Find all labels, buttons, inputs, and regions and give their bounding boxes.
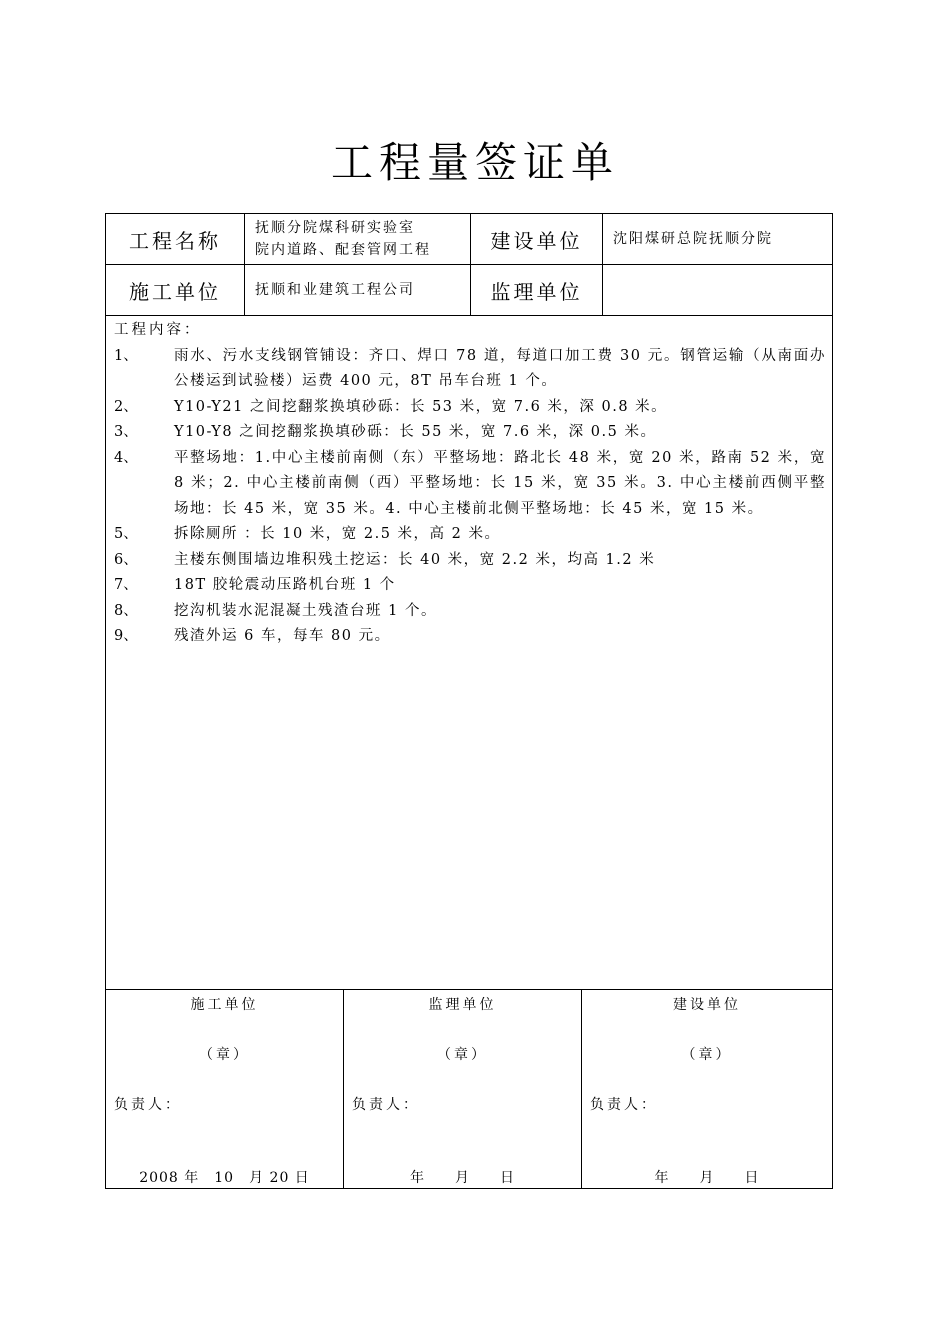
content-item (114, 548, 826, 574)
content-item (114, 573, 826, 599)
sig-contractor-date: 2008 年 10 月 20 日 (139, 1170, 310, 1186)
content-item (114, 420, 826, 446)
content-item-number: 7、 (114, 577, 138, 593)
visa-form (105, 213, 833, 1189)
content-item-text: Y10-Y8 之间挖翻浆换填砂砾：长 55 米，宽 7.6 米，深 0.5 米。 (174, 424, 657, 440)
content-item-number: 8、 (114, 602, 138, 619)
content-item-text: 平整场地：1.中心主楼前南侧（东）平整场地：路北长 48 米，宽 20 米，路南 52 米，宽 8 米；2. 中心主楼前南侧（西）平整场地：长 15 米，宽 35 米。3. 中心主楼前西侧平整场地：长 45 米，宽 35 米。4. 中心主楼前北侧平整场地：长 45 米，宽 15 米。 (174, 449, 826, 517)
content-item (114, 522, 826, 548)
project-name-value (245, 214, 470, 264)
content-title: 工程内容： (114, 322, 202, 338)
content-item (114, 599, 826, 625)
sig-client-title: 建设单位 (673, 997, 741, 1013)
sig-supervisor-person: 负责人： (352, 1097, 420, 1113)
content-item-number: 2、 (114, 398, 138, 415)
content-item (114, 395, 826, 421)
content-item (114, 446, 826, 523)
content-item-number: 4、 (114, 449, 138, 466)
page-title: 工程量签证单 (330, 138, 619, 188)
client-label: 建设单位 (490, 228, 583, 253)
sig-client-seal: （章） (681, 1047, 733, 1063)
sig-contractor-seal: （章） (199, 1047, 250, 1063)
client-value: 沈阳煤研总院抚顺分院 (613, 231, 773, 247)
grid-line (106, 315, 832, 316)
content-item-text: 挖沟机装水泥混凝土残渣台班 1 个。 (174, 602, 437, 619)
work-content (114, 318, 826, 650)
contractor-label: 施工单位 (129, 279, 221, 304)
content-item-text: Y10-Y21 之间挖翻浆换填砂砾：长 53 米，宽 7.6 米，深 0.8 米。 (174, 398, 668, 415)
grid-line (581, 989, 582, 1188)
sig-client-date: 年 月 日 (654, 1170, 760, 1186)
sig-client-person: 负责人： (590, 1097, 658, 1113)
content-item-text: 18T 胶轮震动压路机台班 1 个 (174, 577, 396, 593)
project-name-line2: 院内道路、配套管网工程 (255, 242, 431, 258)
content-item-number: 9、 (114, 628, 138, 644)
sig-supervisor-date: 年 月 日 (410, 1170, 515, 1186)
sig-supervisor-title: 监理单位 (428, 997, 497, 1013)
project-name-line1: 抚顺分院煤科研实验室 (255, 220, 415, 236)
sig-contractor-title: 施工单位 (190, 997, 259, 1013)
content-item-number: 3、 (114, 424, 138, 440)
content-item-number: 5、 (114, 526, 138, 542)
project-name-label: 工程名称 (129, 228, 221, 253)
content-item-number: 1、 (114, 347, 138, 364)
content-item-text: 残渣外运 6 车，每车 80 元。 (174, 628, 391, 644)
sig-contractor-person: 负责人： (114, 1097, 182, 1113)
content-items (114, 344, 826, 650)
content-item-text: 拆除厕所 ：长 10 米，宽 2.5 米，高 2 米。 (174, 526, 501, 542)
supervisor-label: 监理单位 (490, 279, 583, 304)
content-item-number: 6、 (114, 551, 138, 568)
content-item-text: 雨水、污水支线钢管铺设：齐口、焊口 78 道，每道口加工费 30 元。钢管运输（从南面办公楼运到试验楼）运费 400 元，8T 吊车台班 1 个。 (174, 347, 826, 389)
content-item (114, 624, 826, 650)
content-item (114, 344, 826, 395)
contractor-value: 抚顺和业建筑工程公司 (255, 282, 415, 298)
content-item-text: 主楼东侧围墙边堆积残土挖运：长 40 米，宽 2.2 米，均高 1.2 米 (174, 551, 656, 568)
supervisor-value (603, 265, 831, 315)
grid-line (106, 989, 832, 990)
grid-line (343, 989, 344, 1188)
sig-supervisor-seal: （章） (437, 1047, 488, 1063)
